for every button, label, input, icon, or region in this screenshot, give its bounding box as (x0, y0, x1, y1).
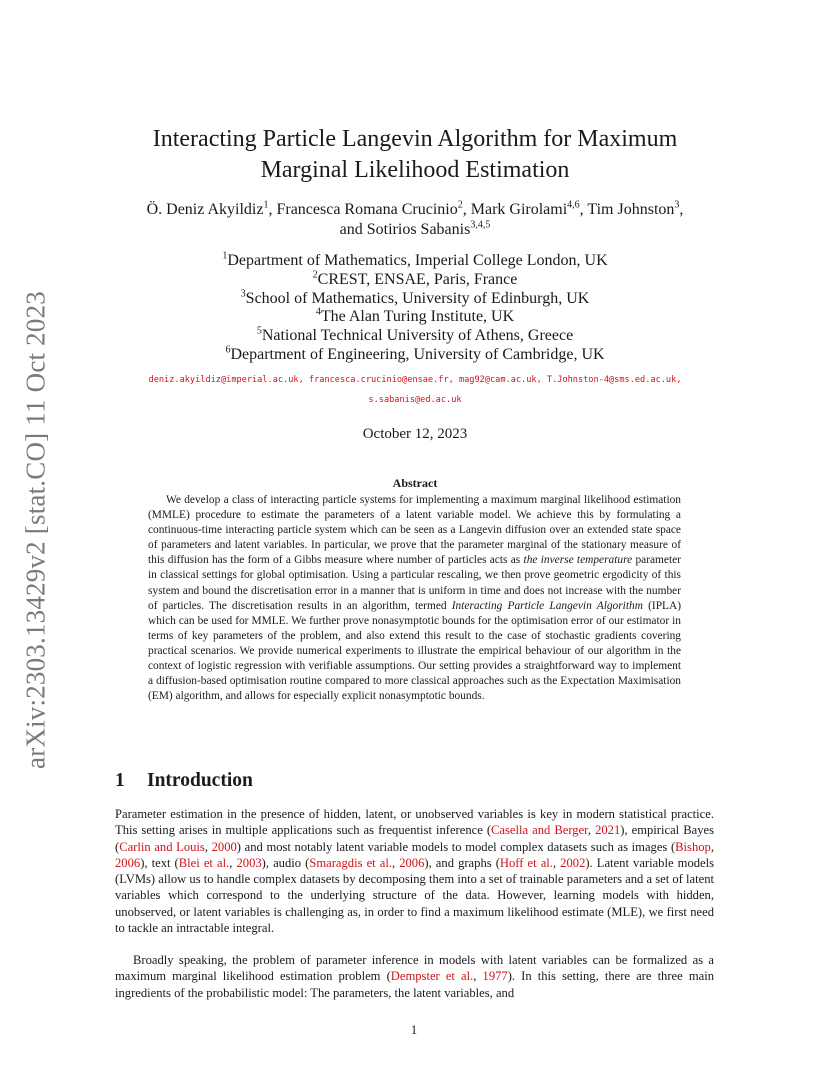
affiliation-text: Department of Engineering, University of Cambridge, UK (230, 345, 605, 363)
citation-year-link[interactable]: 2000 (211, 839, 237, 854)
author-separator: , (462, 201, 471, 218)
text-segment: Broadly speaking, the problem of parameter inference in models with latent variables can be formalized as a maximum marginal likelihood estimation problem ( (115, 953, 714, 984)
arxiv-identifier-stamp[interactable]: arXiv:2303.13429v2 [stat.CO] 11 Oct 2023 (20, 291, 51, 769)
author-affiliation-mark: 3 (674, 199, 680, 211)
affiliation-text: The Alan Turing Institute, UK (320, 308, 515, 326)
affiliation-text: Department of Mathematics, Imperial College London, UK (227, 252, 608, 269)
citation-year-link[interactable]: 2021 (595, 823, 621, 838)
author-separator: , (268, 201, 277, 218)
email-links-line[interactable]: s.sabanis@ed.ac.uk (368, 395, 462, 405)
abstract-emphasis: the inverse temperature (523, 554, 633, 567)
citation-year-link[interactable]: 1977 (482, 969, 508, 984)
citation-link[interactable]: Carlin and Louis (119, 839, 205, 854)
affiliation-line (110, 290, 720, 309)
text-segment: , (552, 855, 561, 870)
citation-link[interactable]: Blei et al. (178, 855, 230, 870)
affiliation-mark: 4 (315, 307, 321, 319)
text-segment: , (391, 855, 400, 870)
citation-link[interactable]: Casella and Berger (491, 823, 588, 838)
text-segment: , (473, 969, 483, 984)
text-segment: ). In this setting, there are three main ingredients of the probabilistic model: The parameters, the latent variables, and (115, 969, 715, 1000)
affiliation-mark: 1 (222, 250, 228, 262)
citation-year-link[interactable]: 2006 (115, 855, 141, 870)
text-segment: , (587, 823, 596, 838)
section-title: Introduction (147, 770, 253, 791)
affiliation-mark: 6 (225, 344, 231, 356)
intro-paragraph-1 (115, 806, 714, 936)
citation-link[interactable]: Bishop (675, 839, 711, 854)
author-name: Tim Johnston (587, 201, 675, 218)
affiliation-text: National Technical University of Athens, Greece (261, 327, 574, 345)
author-affiliation-mark: 3,4,5 (470, 219, 491, 231)
abstract-segment: parameter in classical settings for global optimisation. Using a particular rescaling, we then prove geometric ergodicity of this system and bound the discretisation error in a manner that is uniform in time and does not increase with the number of particles. The discretisation results in an algorithm, termed (148, 554, 681, 612)
abstract-segment: We develop a class of interacting particle systems for implementing a maximum marginal likelihood estimation (MMLE) procedure to estimate the parameters of a latent variable model. We achieve this by formulating a continuous-time interacting particle system which can be seen as a Langevin diffusion over an extended state space of parameters and latent variables. In particular, we prove that the parameter marginal of the stationary measure of this diffusion has the form of a Gibbs measure where number of particles acts as (148, 494, 681, 567)
author-separator: , (579, 201, 588, 218)
text-segment: , (229, 855, 237, 870)
author-emails (110, 370, 720, 410)
paper-date: October 12, 2023 (362, 426, 468, 442)
text-segment: Parameter estimation in the presence of hidden, latent, or unobserved variables is key in modern statistical practice. This setting arises in multiple applications such as frequentist inference ( (115, 807, 714, 838)
email-links-line[interactable]: deniz.akyildiz@imperial.ac.uk, francesca.crucinio@ensae.fr, mag92@cam.ac.uk, T.Johnston-4@sms.ed.ac.uk, (148, 375, 682, 385)
abstract-heading: Abstract (392, 476, 438, 490)
affiliation-list (110, 252, 720, 365)
author-affiliation-mark: 2 (457, 199, 463, 211)
text-segment: , (710, 839, 715, 854)
affiliation-line (110, 252, 720, 271)
section-heading (115, 770, 253, 792)
affiliation-line (110, 327, 720, 346)
abstract-text (148, 493, 681, 704)
citation-year-link[interactable]: 2003 (236, 855, 262, 870)
author-affiliation-mark: 4,6 (567, 199, 580, 211)
text-segment: ), audio ( (261, 855, 310, 870)
author-name: Francesca Romana Crucinio (276, 201, 458, 218)
citation-link[interactable]: Smaragdis et al. (309, 855, 392, 870)
citation-year-link[interactable]: 2002 (560, 855, 586, 870)
text-segment: ). Latent variable models (LVMs) allow us to handle complex datasets by decomposing them into a set of trainable parameters and a set of latent variables which correspond to the underlying structure of the data. However, learning models with hidden, unobserved, or latent variables is challenging as, in order to find a maximum likelihood estimate (MLE), we first need to tackle an intractable integral. (115, 855, 715, 936)
citation-year-link[interactable]: 2006 (399, 855, 425, 870)
abstract-emphasis: Interacting Particle Langevin Algorithm (451, 599, 643, 612)
author-name: Ö. Deniz Akyildiz (146, 201, 264, 218)
text-segment: ) and most notably latent variable models to model complex datasets such as images ( (236, 839, 676, 854)
affiliation-mark: 5 (256, 325, 262, 337)
affiliation-mark: 3 (240, 288, 246, 300)
author-conjunction: and (339, 221, 363, 238)
author-list: Ö. Deniz Akyildiz$^1$, Francesca Romana Crucinio$^2$, Mark Girolami$^{4,6}$, Tim Johnston$^3$, and Sotirios Sabanis$^{3,4,5}$ (146, 199, 684, 238)
text-segment: ), and graphs ( (424, 855, 500, 870)
text-segment: ), text ( (140, 855, 179, 870)
affiliation-mark: 2 (312, 269, 318, 281)
affiliation-text: CREST, ENSAE, Paris, France (317, 270, 518, 288)
affiliation-line (110, 271, 720, 290)
author-affiliation-mark: 1 (263, 199, 269, 211)
affiliation-line (110, 346, 720, 365)
page-number: 1 (410, 1023, 418, 1037)
paper-title: Interacting Particle Langevin Algorithm for Maximum Marginal Likelihood Estimation (152, 126, 678, 183)
abstract-segment: (IPLA) which can be used for MMLE. We further prove nonasymptotic bounds for the optimisation error of our estimator in terms of key parameters of the problem, and also extend this result to the case of stochastic gradients covering practical scenarios. We provide numerical experiments to illustrate the empirical behaviour of our algorithm in the context of logistic regression with verifiable assumptions. Our setting provides a straightforward way to implement a diffusion-based optimisation routine compared to more classical approaches such as the Expectation Maximisation (EM) algorithm, and allows for especially explicit nonasymptotic bounds. (148, 599, 681, 703)
intro-paragraph-2 (115, 952, 714, 1001)
text-segment: , (204, 839, 212, 854)
author-name: Mark Girolami (470, 201, 568, 218)
section-number: 1 (115, 770, 125, 791)
text-segment: ), empirical Bayes ( (115, 823, 714, 854)
author-name: Sotirios Sabanis (366, 221, 471, 238)
citation-link[interactable]: Dempster et al. (390, 969, 474, 984)
citation-link[interactable]: Hoff et al. (499, 855, 553, 870)
affiliation-text: School of Mathematics, University of Edinburgh, UK (245, 289, 590, 307)
affiliation-line (110, 308, 720, 327)
